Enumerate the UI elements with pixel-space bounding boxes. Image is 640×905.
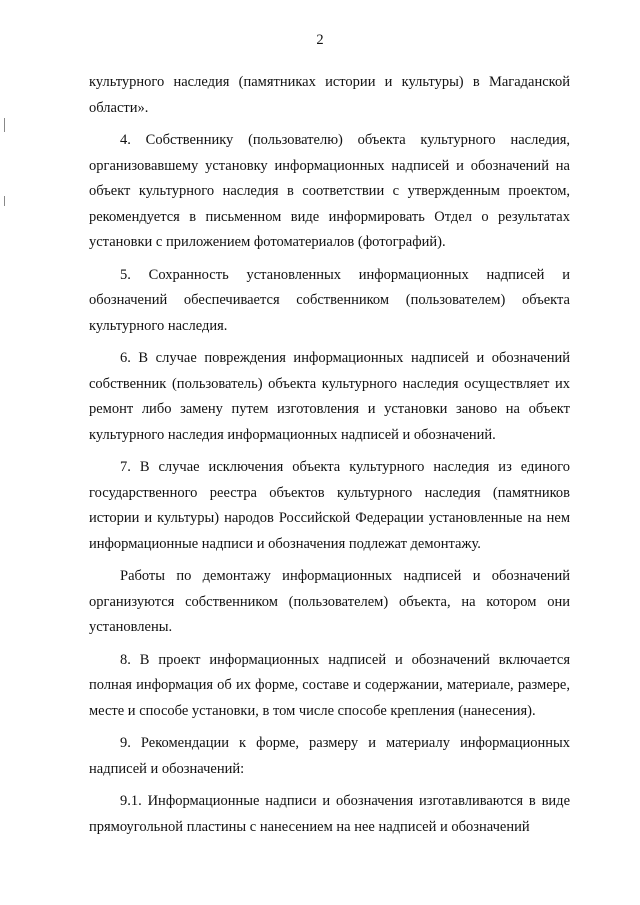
paragraph-continuation: культурного наследия (памятниках истории и культуры) в Магаданской области». [89, 74, 570, 116]
paragraph-item-7: 7. В случае исключения объекта культурного наследия из единого государственного реестра объектов культурного наследия (памятников истории и культуры) народов Российской Федерации установленные на нем информационные надписи и обозначения подлежат демонтажу. [89, 459, 570, 552]
scan-edge-mark [4, 196, 5, 206]
scan-edge-mark [4, 118, 5, 132]
paragraph-item-8: 8. В проект информационных надписей и обозначений включается полная информация об их форме, составе и содержании, материале, размере, месте и способе установки, в том числе способе крепления (нанесения). [89, 651, 570, 719]
paragraph-item-9: 9. Рекомендации к форме, размеру и материалу информационных надписей и обозначений: [89, 735, 570, 777]
paragraph-dismantling: Работы по демонтажу информационных надписей и обозначений организуются собственником (пользователем) объекта, на котором они установлены. [89, 568, 570, 635]
paragraph-item-9-1: 9.1. Информационные надписи и обозначения изготавливаются в виде прямоугольной пластины с нанесением на нее надписей и обозначений [89, 793, 570, 835]
document-body [89, 70, 570, 840]
paragraph-item-6: 6. В случае повреждения информационных надписей и обозначений собственник (пользователь) объекта культурного наследия осуществляет их ремонт либо замену путем изготовления и установки заново на объект культурного наследия информационных надписей и обозначений. [89, 350, 570, 443]
paragraph-item-5: 5. Сохранность установленных информационных надписей и обозначений обеспечивается собственником (пользователем) объекта культурного наследия. [89, 266, 570, 334]
paragraph-item-4: 4. Собственнику (пользователю) объекта культурного наследия, организовавшему установку информационных надписей и обозначений на объект культурного наследия в соответствии с утвержденным проектом, рекомендуется в письменном виде информировать Отдел о результатах установки с приложением фотоматериалов (фотографий). [89, 132, 570, 250]
page-number: 2 [316, 32, 324, 48]
